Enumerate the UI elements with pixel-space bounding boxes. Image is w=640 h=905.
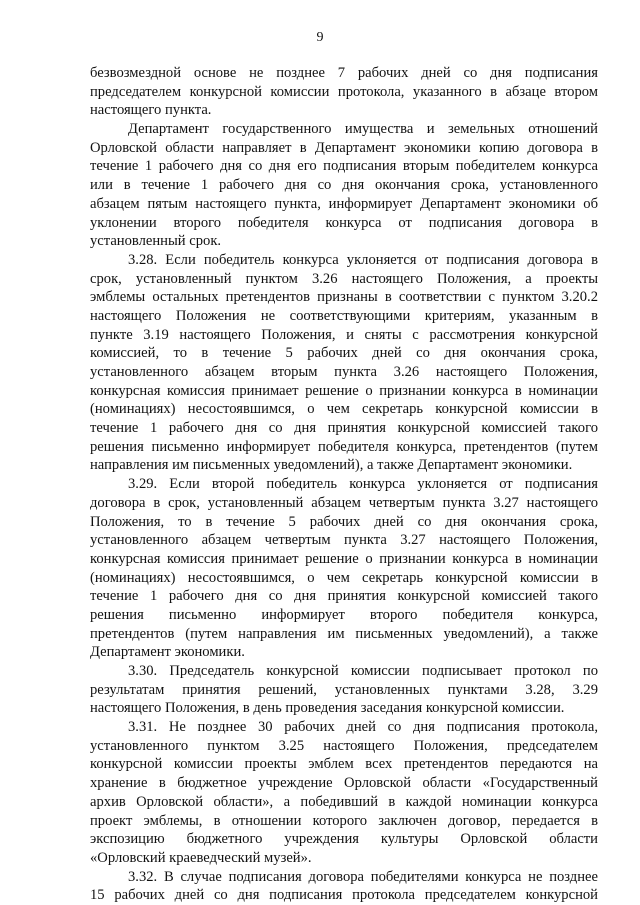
text-line: конкурсная комиссия принимает решение о признании конкурса в номинации [90, 382, 598, 399]
text-line: (номинациях) несостоявшимся, о чем секретарь конкурсной комиссии в [90, 401, 598, 418]
text-line: комиссией, то в течение 5 рабочих дней со дня окончания срока, [90, 345, 598, 362]
text-line: пункте 3.19 настоящего Положения, и сняты с рассмотрения конкурсной [90, 326, 598, 343]
text-line: председателем конкурсной комиссии протокола, указанного в абзаце втором [90, 83, 598, 100]
text-line: установленный срок. [90, 233, 222, 250]
text-line: установленного абзацем четвертым пункта 3.27 настоящего Положения, [90, 532, 598, 549]
text-line: установленного абзацем вторым пункта 3.26 настоящего Положения, [90, 364, 598, 380]
text-line: направления им письменных уведомлений), а также Департамент экономики. [90, 457, 573, 474]
text-line: 3.28. Если победитель конкурса уклоняется от подписания договора в [128, 251, 598, 268]
text-line: или в течение 1 рабочего дня со дня окончания срока, установленного [90, 177, 598, 194]
text-line: договора в срок, установленный абзацем четвертым пункта 3.27 настоящего [90, 494, 598, 511]
text-line: решения письменно информирует победителя конкурса, претендентов (путем [90, 438, 598, 455]
text-line: 15 рабочих дней со дня подписания протокола председателем конкурсной [90, 887, 598, 904]
text-line: хранение в бюджетное учреждение Орловской области «Государственный [90, 775, 598, 792]
text-line: проект эмблемы, в отношении которого заключен договор, передается в [90, 812, 598, 829]
text-line: 3.31. Не позднее 30 рабочих дней со дня подписания протокола, [128, 719, 598, 736]
text-line: 3.30. Председатель конкурсной комиссии подписывает протокол по [128, 663, 598, 679]
text-line: настоящего пункта. [90, 102, 212, 119]
text-line: абзацем пятым настоящего пункта, информирует Департамент экономики об [90, 195, 598, 212]
text-line: Департамент государственного имущества и земельных отношений [128, 121, 598, 138]
text-line: настоящего Положения не соответствующими критериям, указанным в [90, 307, 598, 324]
text-line: 3.32. В случае подписания договора победителями конкурса не позднее [128, 868, 598, 885]
text-line: Департамент экономики. [90, 644, 245, 661]
text-line: конкурсная комиссия принимает решение о признании конкурса в номинации [90, 550, 598, 567]
text-line: настоящего Положения, в день проведения заседания конкурсной комиссии. [90, 700, 565, 717]
text-line: архив Орловской области», а победивший в каждой номинации конкурса [90, 793, 598, 810]
text-line: решения письменно информирует второго победителя конкурса, [90, 606, 598, 623]
text-line: результатам принятия решений, установленных пунктами 3.28, 3.29 [90, 681, 598, 698]
text-line: эмблемы остальных претендентов признаны в соответствии с пунктом 3.20.2 [90, 289, 598, 306]
page-number: 9 [316, 30, 324, 45]
text-line: течение 1 рабочего дня со дня его подписания вторым победителем конкурса [90, 158, 598, 175]
text-line: экспозицию бюджетного учреждения культуры Орловской области [90, 831, 598, 848]
text-line: (номинациях) несостоявшимся, о чем секретарь конкурсной комиссии в [90, 569, 598, 586]
text-line: срок, установленный пунктом 3.26 настоящего Положения, а проекты [90, 270, 598, 287]
text-line: Орловской области направляет в Департамент экономики копию договора в [90, 139, 598, 156]
text-line: претендентов (путем направления им письменных уведомлений), а также [90, 625, 598, 642]
text-line: установленного пунктом 3.25 настоящего Положения, председателем [90, 737, 598, 754]
text-line: течение 1 рабочего дня со дня принятия конкурсной комиссией такого [90, 420, 598, 437]
text-line: конкурсной комиссии проекты эмблем всех претендентов передаются на [90, 756, 598, 773]
text-line: Положения, то в течение 5 рабочих дней со дня окончания срока, [90, 513, 598, 530]
document-body [90, 64, 598, 905]
text-line: уклонении второго победителя конкурса от подписания договора в [90, 214, 598, 231]
text-line: течение 1 рабочего дня со дня принятия конкурсной комиссией такого [90, 588, 598, 605]
text-line: безвозмездной основе не позднее 7 рабочих дней со дня подписания [90, 65, 598, 81]
text-line: «Орловский краеведческий музей». [90, 849, 312, 866]
text-line: 3.29. Если второй победитель конкурса уклоняется от подписания [128, 476, 598, 493]
